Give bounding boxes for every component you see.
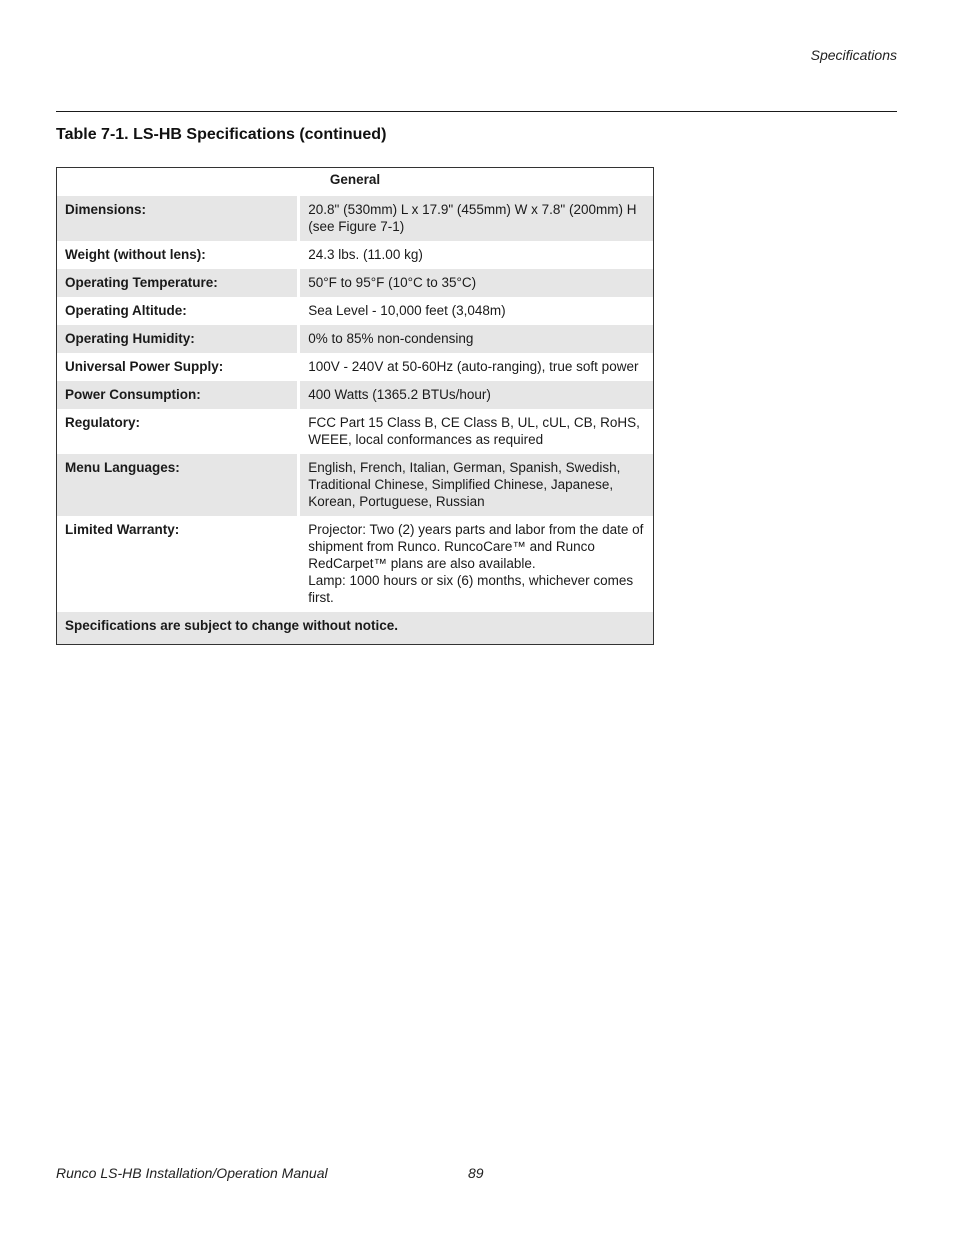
spec-value [299, 381, 654, 409]
table-title: Table 7-1. LS-HB Specifications (continued) [56, 126, 387, 143]
spec-table [56, 167, 654, 645]
page-number: 89 [468, 1165, 484, 1181]
spec-label: Power Consumption: [57, 381, 299, 409]
spec-value [299, 409, 654, 454]
spec-value-line: 100V - 240V at 50-60Hz (auto-ranging), true soft power [308, 359, 639, 374]
spec-label: Limited Warranty: [57, 516, 299, 612]
table-row [57, 381, 654, 409]
spec-value [299, 269, 654, 297]
header-rule [56, 111, 897, 112]
spec-value-line: 50°F to 95°F (10°C to 35°C) [308, 275, 477, 290]
table-row [57, 353, 654, 381]
table-row [57, 196, 654, 241]
spec-value-line: 24.3 lbs. (11.00 kg) [308, 247, 423, 262]
spec-value-line: 400 Watts (1365.2 BTUs/hour) [308, 387, 491, 402]
spec-value-line: English, French, Italian, German, Spanish, Swedish, Traditional Chinese, Simplified Chinese, Japanese, Korean, Portuguese, Russian [308, 460, 621, 509]
table-row [57, 325, 654, 353]
spec-label: Universal Power Supply: [57, 353, 299, 381]
spec-value [299, 196, 654, 241]
spec-value [299, 297, 654, 325]
spec-value-line: Sea Level - 10,000 feet (3,048m) [308, 303, 506, 318]
table-row [57, 409, 654, 454]
running-head: Specifications [810, 47, 897, 63]
table-row [57, 241, 654, 269]
spec-value [299, 454, 654, 516]
spec-label: Menu Languages: [57, 454, 299, 516]
spec-label: Operating Temperature: [57, 269, 299, 297]
spec-label: Operating Altitude: [57, 297, 299, 325]
footer-manual-title: Runco LS-HB Installation/Operation Manual [56, 1165, 328, 1181]
spec-value-line: FCC Part 15 Class B, CE Class B, UL, cUL, CB, RoHS, WEEE, local conformances as required [308, 415, 640, 447]
spec-value [299, 241, 654, 269]
table-section-header [57, 168, 654, 197]
spec-label: Weight (without lens): [57, 241, 299, 269]
spec-value-line: Projector: Two (2) years parts and labor from the date of shipment from Runco. RuncoCare™ and Runco RedCarpet™ plans are also available. [308, 522, 644, 571]
spec-value [299, 325, 654, 353]
spec-label: Operating Humidity: [57, 325, 299, 353]
table-row [57, 454, 654, 516]
table-footnote-row [57, 612, 654, 645]
table-footnote: Specifications are subject to change without notice. [57, 612, 654, 645]
spec-value-line: 20.8" (530mm) L x 17.9" (455mm) W x 7.8" (200mm) H (see Figure 7-1) [308, 202, 637, 234]
table-row [57, 516, 654, 612]
spec-label: Regulatory: [57, 409, 299, 454]
section-heading: General [57, 168, 654, 197]
spec-value-line: Lamp: 1000 hours or six (6) months, whichever comes first. [308, 573, 634, 605]
table-row [57, 269, 654, 297]
spec-label: Dimensions: [57, 196, 299, 241]
spec-value-line: 0% to 85% non-condensing [308, 331, 474, 346]
table-row [57, 297, 654, 325]
spec-value [299, 353, 654, 381]
spec-value [299, 516, 654, 612]
